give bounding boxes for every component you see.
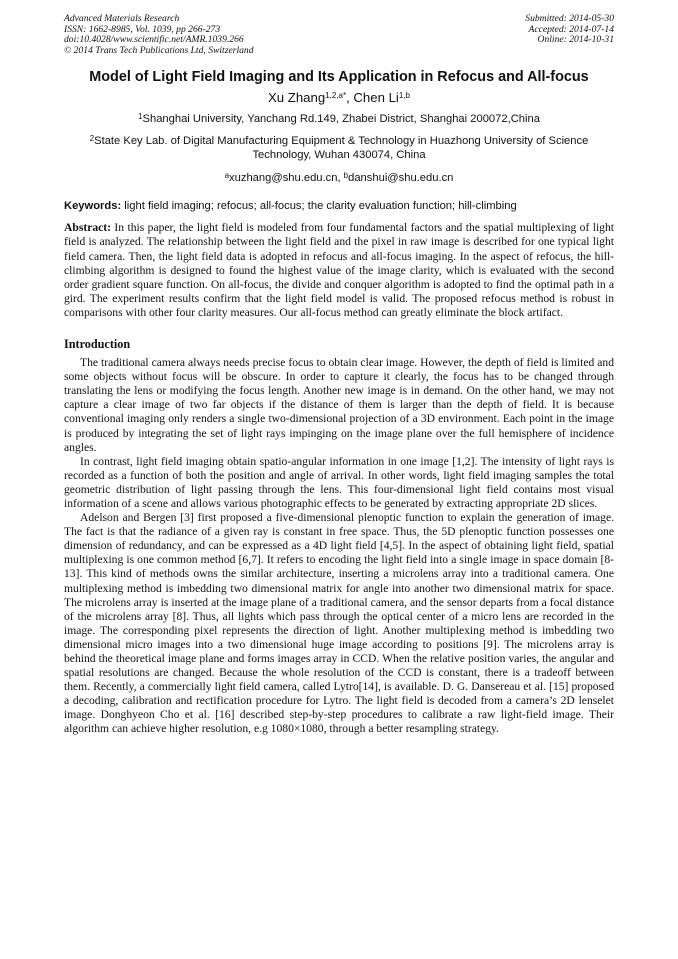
journal-name: Advanced Materials Research	[64, 13, 180, 24]
issn-line: ISSN: 1662-8985, Vol. 1039, pp 266-273	[64, 23, 221, 35]
author-list	[64, 89, 614, 106]
author-email: danshui@shu.edu.cn	[348, 172, 454, 185]
affiliation-1	[64, 112, 614, 126]
submitted-date: Submitted: 2014-05-30	[525, 13, 614, 24]
body-paragraph: Adelson and Bergen [3] first proposed a five-dimensional plenoptic function to explain the generation of image. The fact is that the radiance of a given ray is constant in free space. Thus, the 5D plenoptic function possesses one dimension of redundancy, and can be expressed as a 4D light field [4,5]. In the aspect of obtaining light field, spatial multiplexing is one common method [6,7]. It refers to encoding the light field into a single image in space domain [8-13]. This kind of methods owns the similar architecture, inserting a microlens array into a traditional camera. One multiplexing method is imbedding two dimensional matrix for angle into another two dimensional matrix for space. The microlens array is inserted at the image plane of a traditional camera, and the sensor departs from a focal distance of the microlens array [8]. Thus, all lights which pass through the optical center of a micro lens are recorded in the image. The corresponding pixel represents the direction of light. Another multiplexing method is imbedding two dimensional micro images into a two dimensional huge image according to positions [9]. The microlens array is behind the theoretical image plane and forms images array in CCD. When the relative position varies, the angular and spatial resolutions are changed. Because the whole resolution of the CCD is constant, there is a tradeoff between them. Recently, a commercially light field camera, called Lytro[14], is available. D. G. Dansereau et al. [15] proposed a decoding, calibration and rectification procedure for Lytro. The light field is decoded from a camera’s 2D lenselet image. Donghyeon Cho et al. [16] described step-by-step procedures to calibrate a raw light-field image. Their algorithm can achieve higher resolution, e.g 1080×1080, through a better resampling strategy.	[64, 511, 614, 736]
keywords-text: light field imaging; refocus; all-focus; the clarity evaluation function; hill-climbing	[121, 200, 517, 213]
author-affiliation-mark: 1,2,a*	[325, 91, 347, 101]
abstract-text: In this paper, the light field is modeled from four fundamental factors and the spatial multiplexing of light field is analyzed. The relationship between the light field and the pixel in raw image is described for one typical light field camera. Then, the light field data is adopted in refocus and all-focus imaging. In the aspect of refocus, the hill-climbing algorithm is designed to found the highest value of the image clarity, which is evaluated with the second order gradient square function. On all-focus, the divide and conquer algorithm is adopted to find the optimal path in a gird. The experiment results confirm that the light field model is valid. The proposed refocus method is robust in comparisons with other four clarity measures. Our all-focus method can greatly eliminate the block artifact.	[64, 221, 614, 319]
affiliation-2	[64, 134, 614, 162]
affiliation-mark: 2	[89, 134, 95, 144]
abstract-label: Abstract:	[64, 221, 112, 235]
author-email: xuzhang@shu.edu.cn	[229, 172, 338, 185]
publication-dates	[525, 14, 614, 56]
email-mark: a	[224, 171, 230, 181]
section-heading-introduction: Introduction	[64, 337, 131, 352]
affiliation-mark: 1	[138, 112, 143, 122]
author-emails	[64, 171, 614, 185]
keywords-label: Keywords:	[64, 200, 122, 213]
accepted-date: Accepted: 2014-07-14	[528, 23, 614, 35]
author-name: Xu Zhang	[267, 90, 326, 106]
author-affiliation-mark: 1,b	[398, 91, 410, 101]
abstract	[64, 221, 614, 320]
paper-page	[64, 14, 614, 737]
doi-line: doi:10.4028/www.scientific.net/AMR.1039.266	[64, 34, 244, 46]
body-paragraph: In contrast, light field imaging obtain spatio-angular information in one image [1,2]. The intensity of light rays is recorded as a function of both the position and angle of arrival. In other words, light field imaging samples the total geometric distribution of light passing through the lens. This four-dimensional light field contains most visual information of a scene and allows various photographic effects to be generated by extracting appropriate 2D slices.	[64, 454, 614, 510]
author-separator: ,	[346, 90, 354, 106]
keywords	[64, 199, 614, 213]
affiliation-text: Shanghai University, Yanchang Rd.149, Zhabei District, Shanghai 200072,China	[142, 113, 540, 126]
email-separator: ,	[337, 172, 344, 185]
paper-title: Model of Light Field Imaging and Its Application in Refocus and All-focus	[89, 69, 589, 86]
online-date: Online: 2014-10-31	[537, 34, 614, 46]
copyright-line: © 2014 Trans Tech Publications Ltd, Switzerland	[64, 44, 254, 56]
author-name: Chen Li	[353, 90, 399, 106]
body-paragraph: The traditional camera always needs precise focus to obtain clear image. However, the depth of field is limited and some objects without focus will be obscure. In order to capture it clearly, the focus has to be changed through translating the lens or modifying the focus length. Another new image is in demand. On the other hand, we may not capture a clear image of two far objects if the distance of them is larger than the depth of field. It is because conventional imaging only renders a single two-dimensional projection of a 3D environment. Each point in the image is produced by integrating the set of light rays impinging on the image plane over the full hemisphere of incidence angles.	[64, 356, 614, 454]
publication-header	[64, 14, 614, 56]
email-mark: b	[343, 171, 349, 181]
journal-info	[64, 14, 254, 56]
affiliation-text: State Key Lab. of Digital Manufacturing Equipment & Technology in Huazhong University of Science Technology, Wuhan 430074, China	[94, 135, 589, 162]
